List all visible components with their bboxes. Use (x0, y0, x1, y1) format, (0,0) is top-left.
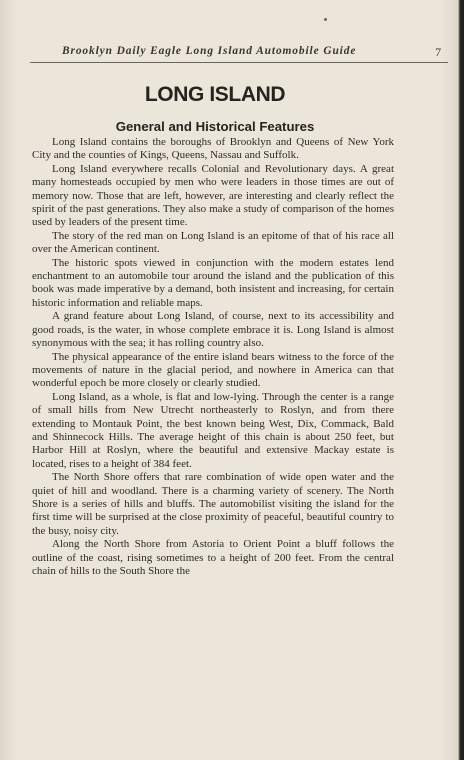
paragraph: The story of the red man on Long Island is an epitome of that of his race all over the American continent. (32, 229, 394, 256)
page-title: LONG ISLAND (144, 83, 286, 106)
paragraph: The historic spots viewed in conjunction with the modern estates lend enchantment to an automobile tour around the island and the publication of this book was made imperative by a demand, both insistent and increasing, for certain historic information and reliable maps. (32, 256, 394, 309)
paper-speck (324, 18, 327, 21)
paragraph: The physical appearance of the entire island bears witness to the force of the movements of nature in the glacial period, and nowhere in America can that wonderful epoch be more closely or clearly studied. (32, 350, 394, 390)
paragraph: Long Island contains the boroughs of Brooklyn and Queens of New York City and the counties of Kings, Queens, Nassau and Suffolk. (32, 136, 394, 162)
page-number: 7 (435, 45, 442, 59)
paragraph: Long Island everywhere recalls Colonial and Revolutionary days. A great many homesteads occupied by men who were leaders in those times are out of memory now. Those that are left, however, are interesting and clearly reflect the spirit of the past generations. They also make a study of comparison of the homes used by leaders of the present time. (32, 162, 394, 229)
paragraph: Long Island, as a whole, is flat and low-lying. Through the center is a range of small hills from New Utrecht northeasterly to Roslyn, and from there extending to Montauk Point, the best known being West, Dix, Commack, Bald and Shinnecock Hills. The average height of this chain is about 250 feet, but Harbor Hill at Roslyn, where the beautiful and extensive Mackay estate is located, rises to a height of 384 feet. (32, 390, 394, 470)
section-subtitle: General and Historical Features (115, 119, 315, 134)
paragraph: Along the North Shore from Astoria to Orient Point a bluff follows the outline of the coast, rising sometimes to a height of 200 feet. From the central chain of hills to the South Shore the (32, 538, 394, 577)
body-text (32, 136, 394, 578)
running-title: Brooklyn Daily Eagle Long Island Automobile Guide (62, 45, 357, 57)
running-header (30, 44, 448, 63)
paragraph: A grand feature about Long Island, of course, next to its accessibility and good roads, is the water, in whose complete embrace it is. Long Island is almost synonymous with the sea; it has rolling country also. (32, 310, 394, 350)
paragraph: The North Shore offers that rare combination of wide open water and the quiet of hill and woodland. There is a charming variety of scenery. The North Shore is a series of hills and bluffs. The automobilist visiting the island for the first time will be surprised at the close proximity of peaceful, beautiful country to the busy, noisy city. (32, 471, 394, 537)
